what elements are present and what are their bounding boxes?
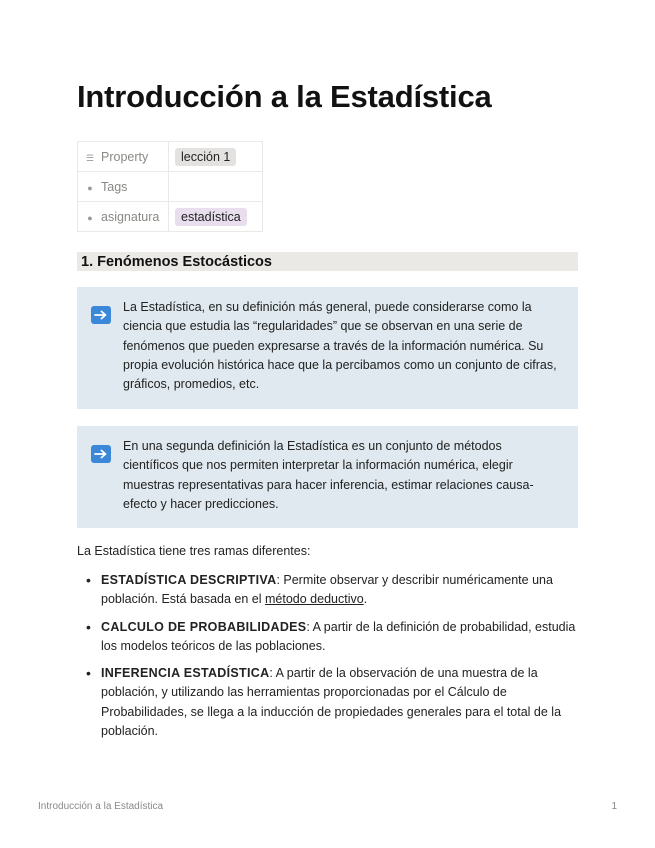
property-name-cell[interactable]: [78, 202, 169, 232]
property-name: asignatura: [101, 209, 160, 224]
callout-text: La Estadística, en su definición más general, puede considerarse como la ciencia que estudia las “regularidades” que se observan en una serie de fenómenos que pueden expresarse a través de la información numérica. Su propia evolución histórica hace que la percibamos como un conjunto de cifras, gráficos, promedios, etc.: [123, 300, 557, 392]
branch-name: INFERENCIA ESTADÍSTICA: [101, 666, 270, 681]
footer-title: Introducción a la Estadística: [38, 801, 164, 812]
property-row[interactable]: [78, 202, 263, 232]
branch-text: : A partir de la definición de probabilidad, estudia los modelos teóricos de las poblaciones.: [101, 619, 576, 653]
branch-text-end: .: [363, 592, 368, 607]
property-name: Property: [101, 149, 149, 164]
property-name-cell[interactable]: [78, 172, 169, 202]
property-row[interactable]: [78, 172, 263, 202]
callout: [77, 287, 578, 409]
branch-name: CALCULO DE PROBABILIDADES: [101, 619, 307, 634]
tag-icon: ●: [87, 182, 93, 193]
arrow-right-icon: [91, 445, 111, 463]
method-link[interactable]: método deductivo: [265, 592, 364, 607]
select-icon: ●: [87, 212, 93, 223]
property-value-cell[interactable]: [169, 202, 263, 232]
bullet-icon: •: [86, 665, 91, 682]
callout: [77, 426, 578, 528]
intro-paragraph: La Estadística tiene tres ramas diferentes:: [77, 544, 311, 558]
property-value-cell[interactable]: [169, 142, 263, 172]
branch-text: : Permite observar y describir numéricamente una población. Está basada en el: [101, 573, 553, 607]
property-tag[interactable]: lección 1: [175, 148, 236, 166]
bullet-icon: •: [86, 572, 91, 588]
list-item: [77, 618, 577, 657]
property-name-cell[interactable]: [78, 142, 169, 172]
property-name: Tags: [101, 179, 128, 194]
section-heading: 1. Fenómenos Estocásticos: [77, 252, 578, 271]
list-icon: ☰: [85, 152, 95, 163]
list-item: [77, 664, 577, 741]
arrow-right-icon: [91, 306, 111, 324]
branch-text: : A partir de la observación de una muestra de la población, y utilizando las herramientas proporcionadas por el Cálculo de Probabilidades, se llega a la inducción de propiedades generales para el total de la población.: [101, 666, 562, 739]
bullet-icon: •: [86, 618, 91, 635]
property-value-cell[interactable]: [169, 172, 263, 202]
callout-text: En una segunda definición la Estadística es un conjunto de métodos científicos que nos permiten interpretar la información numérica, elegir muestras representativas para hacer inferencia, estimar relaciones causa-efecto y hacer predicciones.: [123, 439, 534, 511]
list-item: [77, 571, 577, 610]
page-number: 1: [611, 801, 617, 812]
branch-name: ESTADÍSTICA DESCRIPTIVA: [101, 573, 277, 587]
branches-list: [77, 571, 577, 749]
page-title: Introducción a la Estadística: [77, 79, 492, 114]
properties-table: [77, 141, 263, 232]
property-row[interactable]: [78, 142, 263, 172]
property-tag[interactable]: estadística: [175, 208, 247, 226]
